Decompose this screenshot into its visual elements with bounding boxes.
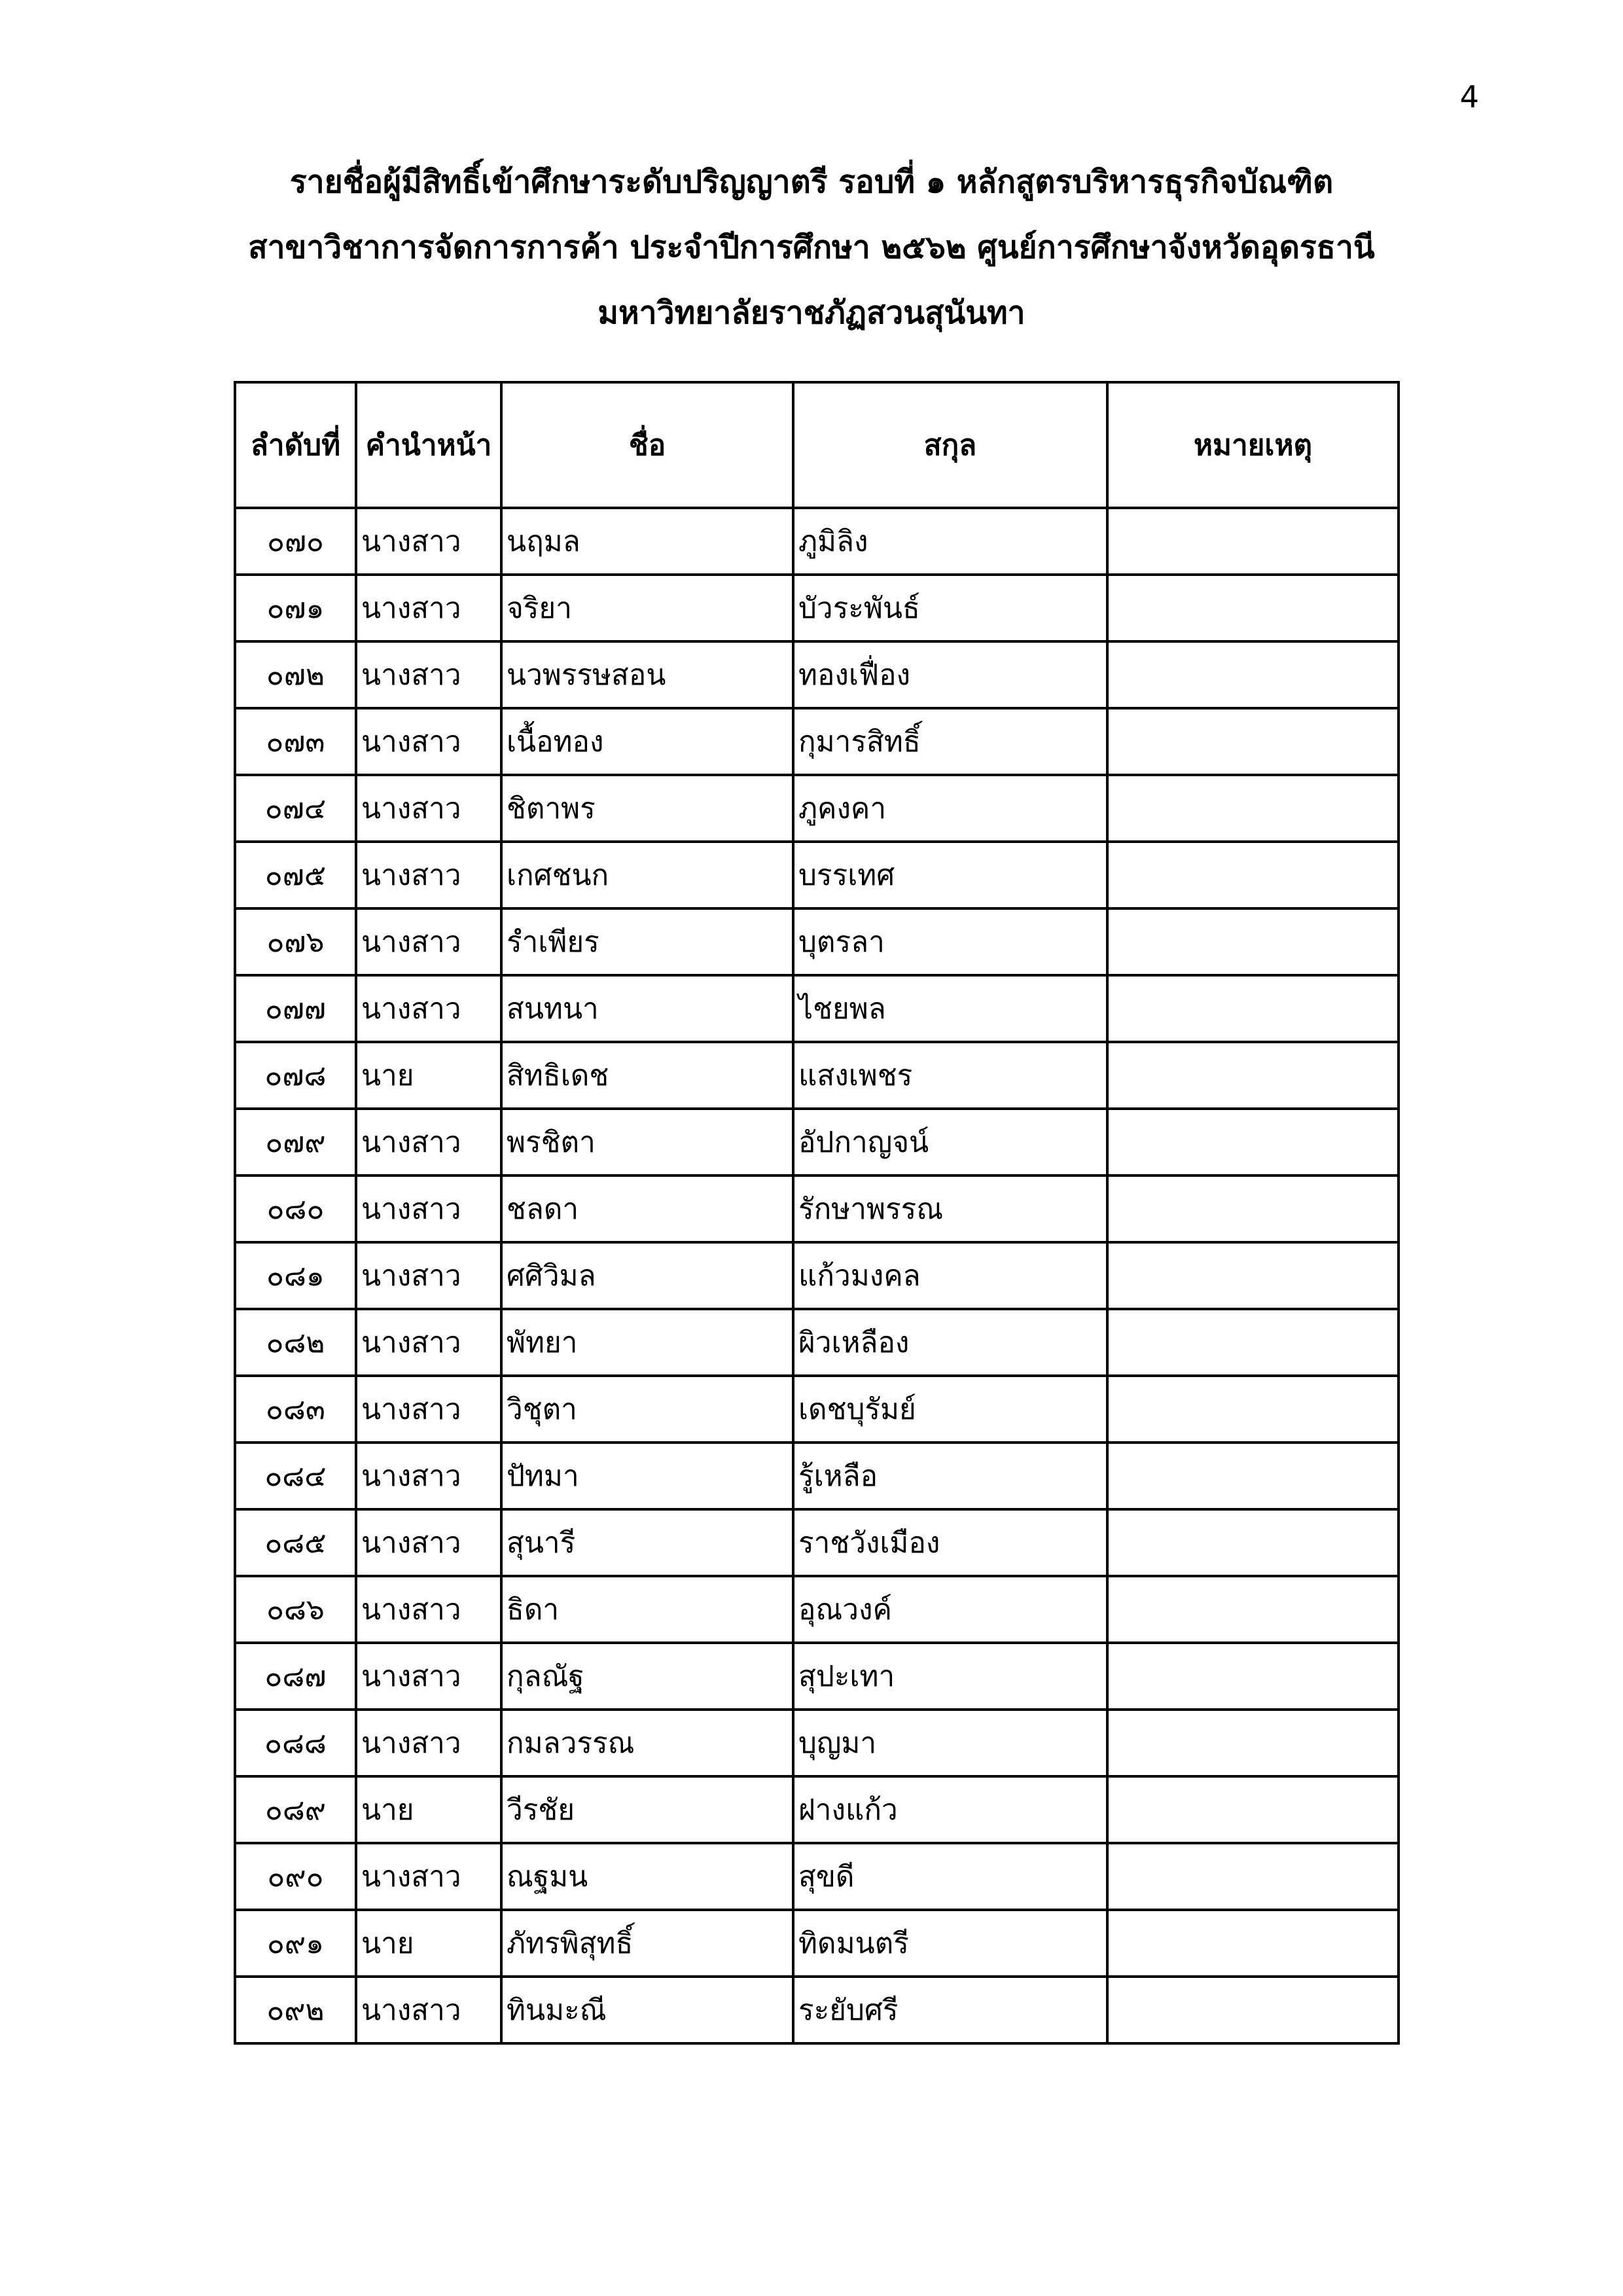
cell-remark: [1107, 1776, 1399, 1843]
cell-no: ๐๗๐: [235, 508, 356, 575]
cell-no: ๐๗๑: [235, 575, 356, 641]
cell-remark: [1107, 575, 1399, 641]
cell-no: ๐๙๐: [235, 1843, 356, 1910]
cell-first-name: กุลณัฐ: [501, 1643, 793, 1710]
cell-last-name: รักษาพรรณ: [793, 1175, 1107, 1242]
cell-no: ๐๘๓: [235, 1376, 356, 1443]
header-no: ลำดับที่: [235, 382, 356, 508]
cell-last-name: สุปะเทา: [793, 1643, 1107, 1710]
cell-prefix: นางสาว: [356, 975, 501, 1042]
cell-last-name: ภูมิลิง: [793, 508, 1107, 575]
cell-last-name: ระยับศรี: [793, 1977, 1107, 2043]
cell-remark: [1107, 975, 1399, 1042]
table-row: [235, 1175, 1399, 1242]
table-row: [235, 508, 1399, 575]
cell-prefix: นางสาว: [356, 1643, 501, 1710]
cell-remark: [1107, 842, 1399, 908]
cell-no: ๐๘๑: [235, 1242, 356, 1309]
table-row: [235, 908, 1399, 975]
cell-first-name: เนื้อทอง: [501, 708, 793, 775]
cell-first-name: ณฐมน: [501, 1843, 793, 1910]
cell-no: ๐๘๔: [235, 1443, 356, 1509]
table-row: [235, 1843, 1399, 1910]
cell-remark: [1107, 1042, 1399, 1109]
cell-no: ๐๗๔: [235, 775, 356, 842]
cell-first-name: กมลวรรณ: [501, 1710, 793, 1776]
cell-first-name: ทินมะณี: [501, 1977, 793, 2043]
table-row: [235, 708, 1399, 775]
cell-first-name: ธิดา: [501, 1576, 793, 1643]
cell-last-name: ภูคงคา: [793, 775, 1107, 842]
cell-first-name: พรชิตา: [501, 1109, 793, 1175]
cell-no: ๐๗๗: [235, 975, 356, 1042]
table-row: [235, 1042, 1399, 1109]
cell-no: ๐๗๖: [235, 908, 356, 975]
cell-prefix: นางสาว: [356, 1175, 501, 1242]
cell-no: ๐๘๒: [235, 1309, 356, 1376]
cell-first-name: จริยา: [501, 575, 793, 641]
cell-prefix: นางสาว: [356, 1576, 501, 1643]
title-line-3: มหาวิทยาลัยราชภัฏสวนสุนันทา: [597, 295, 1026, 331]
table-row: [235, 1109, 1399, 1175]
table-row: [235, 575, 1399, 641]
cell-last-name: อุณวงค์: [793, 1576, 1107, 1643]
table-row: [235, 1776, 1399, 1843]
cell-last-name: แสงเพชร: [793, 1042, 1107, 1109]
cell-remark: [1107, 1309, 1399, 1376]
cell-first-name: วิชุตา: [501, 1376, 793, 1443]
table-row: [235, 1643, 1399, 1710]
cell-first-name: สนทนา: [501, 975, 793, 1042]
cell-last-name: เดชบุรัมย์: [793, 1376, 1107, 1443]
cell-last-name: อัปกาญจน์: [793, 1109, 1107, 1175]
cell-prefix: นางสาว: [356, 1843, 501, 1910]
cell-no: ๐๘๗: [235, 1643, 356, 1710]
cell-prefix: นางสาว: [356, 1977, 501, 2043]
cell-prefix: นาย: [356, 1042, 501, 1109]
cell-last-name: กุมารสิทธิ์: [793, 708, 1107, 775]
cell-last-name: บุตรลา: [793, 908, 1107, 975]
header-prefix: คำนำหน้า: [356, 382, 501, 508]
cell-first-name: ชิตาพร: [501, 775, 793, 842]
cell-prefix: นางสาว: [356, 1242, 501, 1309]
cell-last-name: ฝางแก้ว: [793, 1776, 1107, 1843]
cell-prefix: นางสาว: [356, 1443, 501, 1509]
cell-last-name: ไชยพล: [793, 975, 1107, 1042]
cell-first-name: วีรชัย: [501, 1776, 793, 1843]
cell-remark: [1107, 1109, 1399, 1175]
cell-no: ๐๗๙: [235, 1109, 356, 1175]
cell-remark: [1107, 1710, 1399, 1776]
cell-prefix: นาย: [356, 1910, 501, 1977]
cell-last-name: ทองเฟื่อง: [793, 641, 1107, 708]
cell-remark: [1107, 708, 1399, 775]
cell-remark: [1107, 1576, 1399, 1643]
table-row: [235, 1710, 1399, 1776]
cell-remark: [1107, 1509, 1399, 1576]
cell-last-name: บรรเทศ: [793, 842, 1107, 908]
table-row: [235, 1242, 1399, 1309]
cell-last-name: ทิดมนตรี: [793, 1910, 1107, 1977]
cell-remark: [1107, 508, 1399, 575]
cell-prefix: นางสาว: [356, 1109, 501, 1175]
table-row: [235, 1910, 1399, 1977]
cell-first-name: นฤมล: [501, 508, 793, 575]
cell-no: ๐๗๓: [235, 708, 356, 775]
cell-last-name: ผิวเหลือง: [793, 1309, 1107, 1376]
document-title: [157, 149, 1466, 346]
cell-prefix: นางสาว: [356, 575, 501, 641]
cell-prefix: นางสาว: [356, 641, 501, 708]
table-row: [235, 1309, 1399, 1376]
cell-prefix: นางสาว: [356, 1710, 501, 1776]
cell-prefix: นาย: [356, 1776, 501, 1843]
cell-prefix: นางสาว: [356, 775, 501, 842]
cell-first-name: สิทธิเดช: [501, 1042, 793, 1109]
cell-first-name: ภัทรพิสุทธิ์: [501, 1910, 793, 1977]
cell-remark: [1107, 1643, 1399, 1710]
cell-first-name: พัทยา: [501, 1309, 793, 1376]
table-row: [235, 1443, 1399, 1509]
cell-first-name: นวพรรษสอน: [501, 641, 793, 708]
cell-no: ๐๗๘: [235, 1042, 356, 1109]
cell-no: ๐๘๐: [235, 1175, 356, 1242]
cell-prefix: นางสาว: [356, 1376, 501, 1443]
cell-no: ๐๘๖: [235, 1576, 356, 1643]
cell-no: ๐๘๕: [235, 1509, 356, 1576]
cell-first-name: ศศิวิมล: [501, 1242, 793, 1309]
cell-prefix: นางสาว: [356, 708, 501, 775]
table-row: [235, 641, 1399, 708]
header-first-name: ชื่อ: [501, 382, 793, 508]
header-remark: หมายเหตุ: [1107, 382, 1399, 508]
cell-prefix: นางสาว: [356, 508, 501, 575]
cell-no: ๐๘๘: [235, 1710, 356, 1776]
page-number: 4: [1459, 79, 1479, 115]
cell-first-name: ชลดา: [501, 1175, 793, 1242]
cell-remark: [1107, 641, 1399, 708]
cell-last-name: แก้วมงคล: [793, 1242, 1107, 1309]
title-line-2: สาขาวิชาการจัดการการค้า ประจำปีการศึกษา ๒๕๖๒ ศูนย์การศึกษาจังหวัดอุดรธานี: [248, 229, 1375, 266]
cell-first-name: สุนารี: [501, 1509, 793, 1576]
table-header-row: [235, 382, 1399, 508]
cell-last-name: ราชวังเมือง: [793, 1509, 1107, 1576]
cell-first-name: รำเพียร: [501, 908, 793, 975]
cell-remark: [1107, 775, 1399, 842]
cell-remark: [1107, 908, 1399, 975]
cell-remark: [1107, 1376, 1399, 1443]
cell-no: ๐๗๒: [235, 641, 356, 708]
table-row: [235, 975, 1399, 1042]
cell-remark: [1107, 1443, 1399, 1509]
table-row: [235, 842, 1399, 908]
title-line-1: รายชื่อผู้มีสิทธิ์เข้าศึกษาระดับปริญญาตรี รอบที่ ๑ หลักสูตรบริหารธุรกิจบัณฑิต: [289, 164, 1334, 200]
table-row: [235, 1376, 1399, 1443]
cell-remark: [1107, 1910, 1399, 1977]
table-row: [235, 1509, 1399, 1576]
cell-prefix: นางสาว: [356, 842, 501, 908]
cell-first-name: เกศชนก: [501, 842, 793, 908]
cell-remark: [1107, 1175, 1399, 1242]
cell-prefix: นางสาว: [356, 1309, 501, 1376]
table-row: [235, 775, 1399, 842]
cell-last-name: บุญมา: [793, 1710, 1107, 1776]
cell-prefix: นางสาว: [356, 908, 501, 975]
table-body: [235, 508, 1399, 2043]
cell-remark: [1107, 1242, 1399, 1309]
cell-no: ๐๘๙: [235, 1776, 356, 1843]
cell-no: ๐๙๑: [235, 1910, 356, 1977]
cell-last-name: บัวระพันธ์: [793, 575, 1107, 641]
cell-remark: [1107, 1843, 1399, 1910]
cell-last-name: รู้เหลือ: [793, 1443, 1107, 1509]
cell-no: ๐๙๒: [235, 1977, 356, 2043]
cell-no: ๐๗๕: [235, 842, 356, 908]
cell-first-name: ปัทมา: [501, 1443, 793, 1509]
cell-prefix: นางสาว: [356, 1509, 501, 1576]
cell-remark: [1107, 1977, 1399, 2043]
table-row: [235, 1977, 1399, 2043]
table-row: [235, 1576, 1399, 1643]
cell-last-name: สุขดี: [793, 1843, 1107, 1910]
header-last-name: สกุล: [793, 382, 1107, 508]
admission-roster-table: [234, 381, 1400, 2045]
